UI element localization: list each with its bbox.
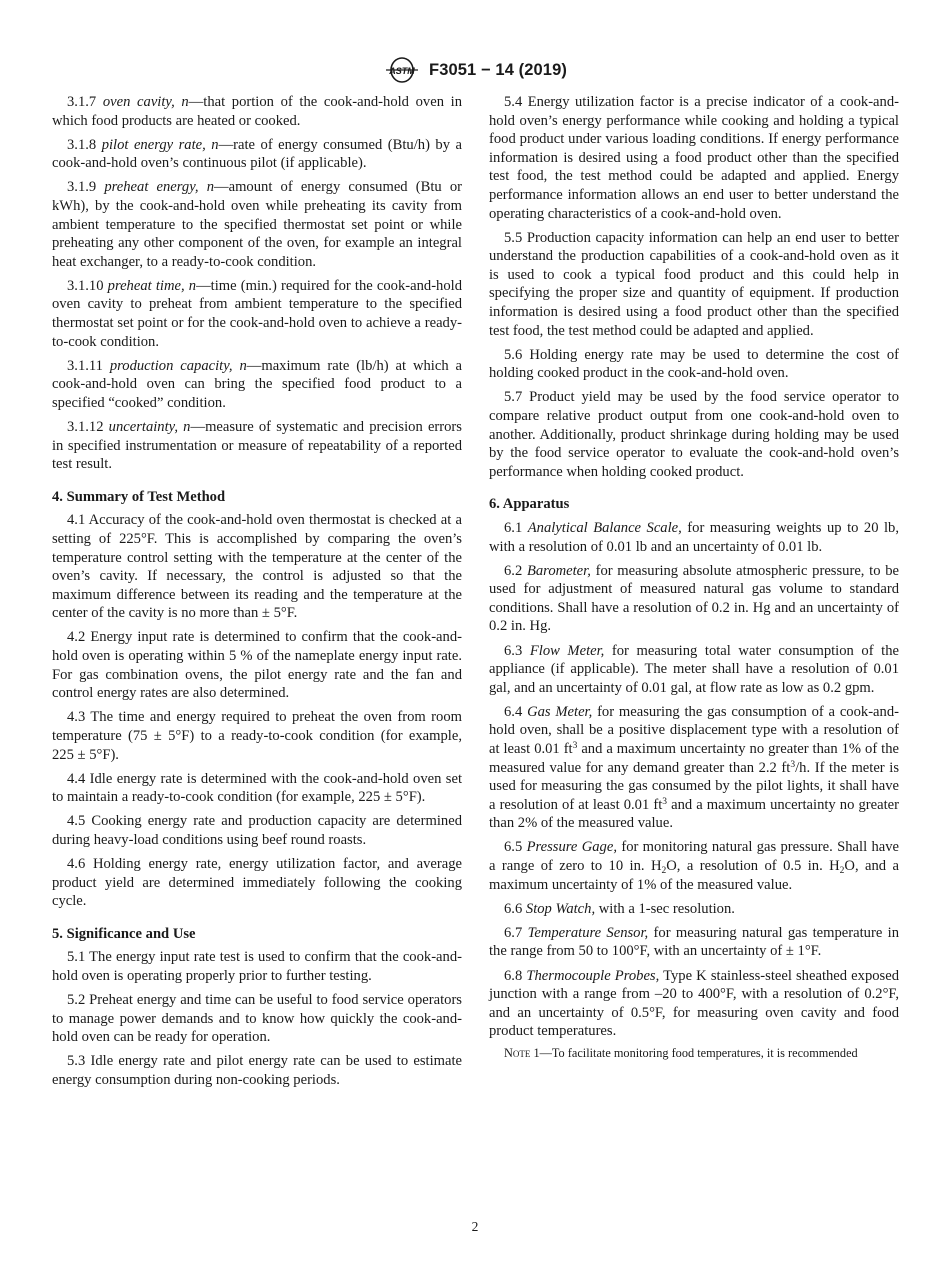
paragraph-5-1: 5.1 The energy input rate test is used to confirm that the cook-and-hold oven is operating properly prior to further testing. <box>52 949 462 984</box>
paragraph-4-3: 4.3 The time and energy required to preheat the oven from room temperature (75 ± 5°F) to a ready-to-cook condition (for example, 225 ± 5°F). <box>52 709 462 763</box>
paragraph-4-6: 4.6 Holding energy rate, energy utilization factor, and average product yield are determined immediately following the cooking cycle. <box>52 855 462 910</box>
page-header <box>0 55 950 85</box>
apparatus-6-3: 6.3 Flow Meter, for measuring total water consumption of the appliance (if applicable). The meter shall have a resolution of 0.01 gal, and an uncertainty of 0.01 gal, at flow rate as low as 0.2 gpm. <box>489 642 899 696</box>
apparatus-6-1: 6.1 Analytical Balance Scale, for measuring weights up to 20 lb, with a resolution of 0.01 lb and an uncertainty of 0.01 lb. <box>489 519 899 555</box>
section-5-heading: 5. Significance and Use <box>52 925 196 942</box>
definition-3-1-12: 3.1.12 uncertainty, n—measure of systematic and precision errors in specified instrumentation or measure of repeatability of a reported test result. <box>52 419 462 473</box>
left-column <box>52 93 462 1095</box>
apparatus-6-6: 6.6 Stop Watch, with a 1-sec resolution. <box>504 900 735 917</box>
apparatus-6-4: 6.4 Gas Meter, for measuring the gas consumption of a cook-and-hold oven, shall be a positive displacement type with a resolution of at least 0.01 $ft^3$ and a maximum uncertainty no greater than 1% of the measured value for any demand greater than 2.2 $ft^3/h$. If the meter is used for measuring the gas consumed by the pilot lights, it shall have a resolution of at least 0.01 $ft^3$ and a maximum uncertainty no greater than 2% of the measured value. <box>489 703 899 832</box>
paragraph-5-7: 5.7 Product yield may be used by the food service operator to compare relative product output from one cook-and-hold oven to another. Additionally, product shrinkage during holding may be used by the food service operator to evaluate the cook-and-hold oven’s performance when holding cooked product. <box>489 389 899 480</box>
definition-3-1-11: 3.1.11 production capacity, n—maximum rate (lb/h) at which a cook-and-hold oven can bring the specified food product to a specified “cooked” condition. <box>52 357 463 411</box>
definition-3-1-7: 3.1.7 oven cavity, n—that portion of the cook-and-hold oven in which food products are heated or cooked. <box>52 94 462 129</box>
apparatus-6-8: 6.8 Thermocouple Probes, Type K stainless-steel sheathed exposed junction with a range from –20 to 400°F, with a resolution of 0.2°F, and an uncertainty of 0.5°F, for measuring oven cavity and food product temperatures. <box>489 967 900 1040</box>
note-1: Note 1—To facilitate monitoring food temperatures, it is recommended <box>504 1046 858 1061</box>
paragraph-5-3: 5.3 Idle energy rate and pilot energy rate can be used to estimate energy consumption during non-cooking periods. <box>52 1053 462 1088</box>
section-4-heading: 4. Summary of Test Method <box>52 488 226 505</box>
paragraph-5-6: 5.6 Holding energy rate may be used to determine the cost of holding cooked product in the cook-and-hold oven. <box>489 346 899 382</box>
paragraph-5-4: 5.4 Energy utilization factor is a precise indicator of a cook-and-hold oven’s energy performance while cooking and holding a typical food product under various loading conditions. If energy performance information is desired using a food product other than the specified test food, the test method could be adapted and applied. Energy performance information allows an end user to better understand the operating characteristics of a cook-and-hold oven. <box>489 94 899 222</box>
paragraph-5-5: 5.5 Production capacity information can help an end user to better understand the production capabilities of a cook-and-hold oven as it is used to cook a typical food product and this could help in specifying the proper size and quantity of equipment. If production information is desired using a food product other than the specified test food, the test method could be adapted and applied. <box>489 229 899 339</box>
right-column <box>489 93 899 1067</box>
definition-3-1-10: 3.1.10 preheat time, n—time (min.) required for the cook-and-hold oven cavity to preheat from ambient temperature to the specified thermostat set point or for the cook-and-hold oven to achieve a ready-to-cook condition. <box>52 277 462 350</box>
apparatus-6-7: 6.7 Temperature Sensor, for measuring natural gas temperature in the range from 50 to 100°F, with an uncertainty of ± 1°F. <box>489 924 899 960</box>
apparatus-6-2: 6.2 Barometer, for measuring absolute atmospheric pressure, to be used for adjustment of measured natural gas volume to standard conditions. Shall have a resolution of 0.2 in. Hg and an uncertainty of 0.2 in. Hg. <box>489 562 899 635</box>
definition-3-1-9: 3.1.9 preheat energy, n—amount of energy consumed (Btu or kWh), by the cook-and-hold oven while preheating its cavity from ambient temperature to the specified thermostat set point or while preheating any other component of the oven, for example an integral heat exchanger, to a ready-to-cook condition. <box>52 179 463 270</box>
paragraph-4-5: 4.5 Cooking energy rate and production capacity are determined during heavy-load conditions using beef round roasts. <box>52 813 462 848</box>
astm-logo-icon <box>383 56 421 84</box>
definition-3-1-8: 3.1.8 pilot energy rate, n—rate of energy consumed (Btu/h) by a cook-and-hold oven’s continuous pilot (if applicable). <box>52 136 462 172</box>
paragraph-5-2: 5.2 Preheat energy and time can be useful to food service operators to manage power demands and to know how quickly the cook-and-hold oven can be ready for operation. <box>52 992 462 1046</box>
apparatus-6-5: 6.5 Pressure Gage, for monitoring natural gas pressure. Shall have a range of zero to 10 in. $H_2O$, a resolution of 0.5 in. $H_2O$, and a maximum uncertainty of 1% of the measured value. <box>489 839 899 893</box>
paragraph-4-4: 4.4 Idle energy rate is determined with the cook-and-hold oven set to maintain a ready-to-cook condition (for example, 225 ± 5°F). <box>52 770 462 806</box>
section-6-heading: 6. Apparatus <box>489 496 570 513</box>
document-id: F3051 − 14 (2019) <box>429 60 567 79</box>
paragraph-4-2: 4.2 Energy input rate is determined to confirm that the cook-and-hold oven is operating within 5 % of the nameplate energy input rate. For gas combination ovens, the pilot energy rate and the fan and control energy rates are also determined. <box>52 629 462 702</box>
paragraph-4-1: 4.1 Accuracy of the cook-and-hold oven thermostat is checked at a setting of 225°F. This is accomplished by comparing the oven’s temperature control setting with the temperature at the center of the oven’s cavity. If necessary, the control is adjusted so that the maximum difference between its reading and the temperature at the center of the cavity is no more than ± 5°F. <box>52 512 462 622</box>
svg-text:ASTM: ASTM <box>389 66 415 76</box>
page-number: 2 <box>471 1219 479 1234</box>
